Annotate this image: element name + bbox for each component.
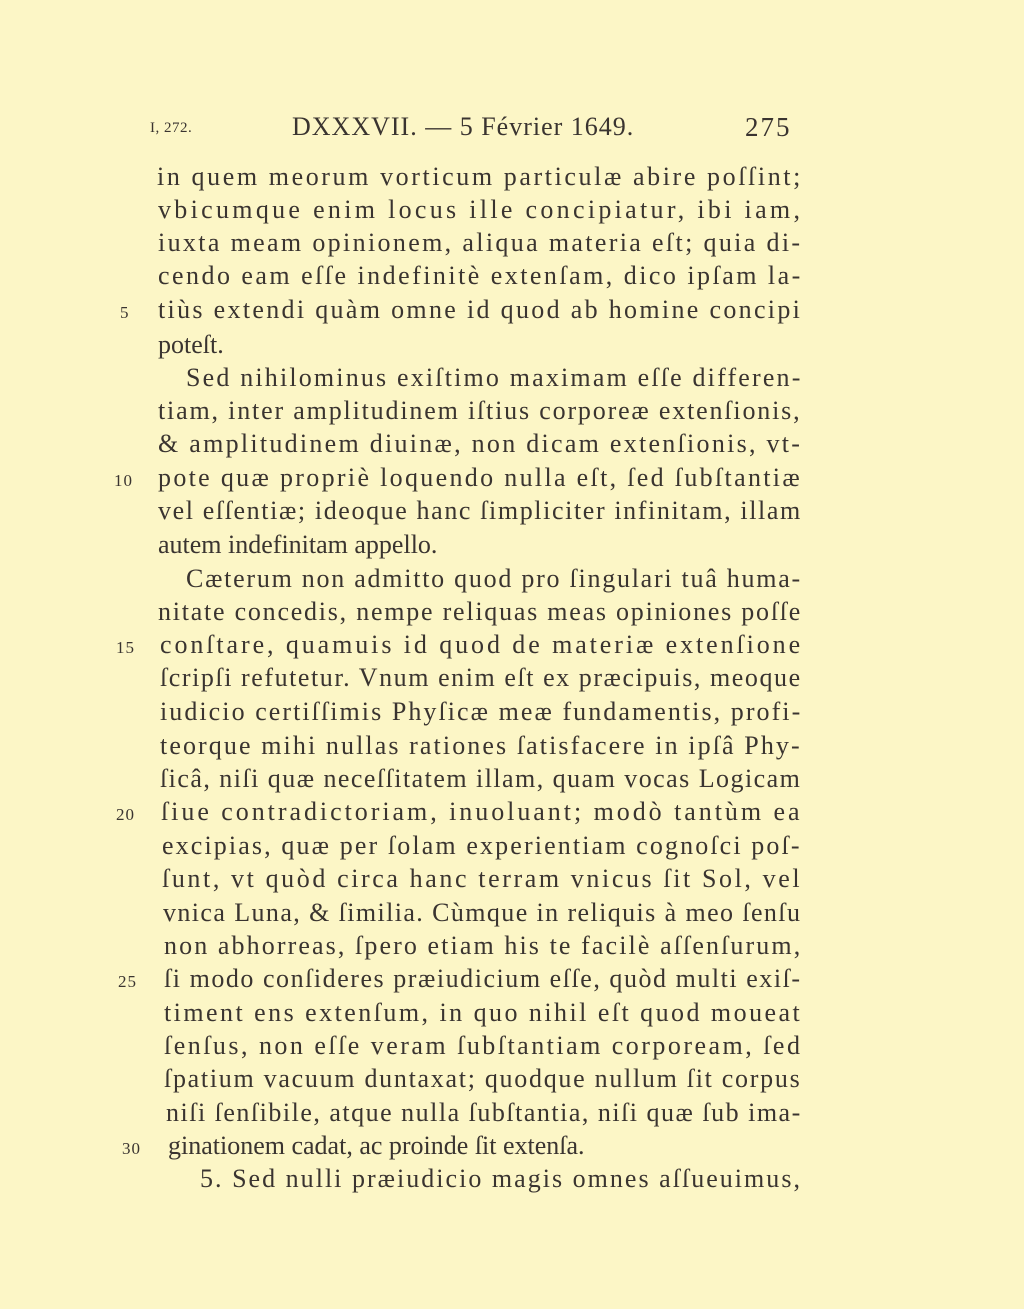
text-line: niſi ſenſibile, atque nulla ſubſtantia, niſi quæ ſub ima- xyxy=(166,1098,802,1127)
text-line: iuxta meam opinionem, aliqua materia eſt; quia di- xyxy=(158,228,803,257)
text-line: tiùs extendi quàm omne id quod ab homine concipi xyxy=(158,295,803,324)
text-line: tiam, inter amplitudinem iſtius corporeæ extenſionis, xyxy=(158,396,802,425)
text-line: conſtare, quamuis id quod de materiæ extenſione xyxy=(160,630,804,659)
text-line: excipias, quæ per ſolam experientiam cognoſci poſ- xyxy=(162,831,802,860)
text-line: ginationem cadat, ac proinde ſit extenſa. xyxy=(168,1131,585,1160)
text-line: ſenſus, non eſſe veram ſubſtantiam corpoream, ſed xyxy=(164,1031,803,1060)
text-line: Sed nihilominus exiſtimo maximam eſſe differen- xyxy=(186,363,803,392)
text-line: ſi modo conſideres præiudicium eſſe, quòd multi exiſ- xyxy=(164,964,802,993)
text-line: Cæterum non admitto quod pro ſingulari tuâ huma- xyxy=(186,564,802,593)
text-line: 5. Sed nulli præiudicio magis omnes aſſueuimus, xyxy=(200,1164,802,1193)
text-line: & amplitudinem diuinæ, non dicam extenſionis, vt- xyxy=(158,429,803,458)
text-line: in quem meorum vorticum particulæ abire poſſint; xyxy=(157,162,803,191)
text-line: vbicumque enim locus ille concipiatur, ibi iam, xyxy=(158,195,804,224)
text-line: poteſt. xyxy=(158,330,224,359)
text-line: vnica Luna, & ſimilia. Cùmque in reliquis à meo ſenſu xyxy=(163,898,802,927)
line-number: 25 xyxy=(118,972,137,991)
text-line: non abhorreas, ſpero etiam his te facilè aſſenſurum, xyxy=(164,931,803,960)
line-number: 10 xyxy=(114,471,133,490)
text-line: ſunt, vt quòd circa hanc terram vnicus ſit Sol, vel xyxy=(162,864,803,893)
text-line: autem indefinitam appello. xyxy=(158,530,438,559)
text-line: ſicâ, niſi quæ neceſſitatem illam, quam vocas Logicam xyxy=(160,764,802,793)
page-number: 275 xyxy=(745,112,792,142)
text-line: iudicio certiſſimis Phyſicæ meæ fundamentis, profi- xyxy=(160,697,803,726)
text-line: timent ens extenſum, in quo nihil eſt quod moueat xyxy=(164,998,803,1027)
line-number: 30 xyxy=(122,1139,141,1158)
text-line: ſcripſi refutetur. Vnum enim eſt ex præcipuis, meoque xyxy=(160,663,802,692)
text-line: ſpatium vacuum duntaxat; quodque nullum ſit corpus xyxy=(164,1064,802,1093)
text-line: ſiue contradictoriam, inuoluant; modò tantùm ea xyxy=(161,797,803,826)
running-title: DXXXVII. — 5 Février 1649. xyxy=(292,112,635,141)
line-number: 15 xyxy=(116,638,135,657)
text-line: pote quæ propriè loquendo nulla eſt, ſed ſubſtantiæ xyxy=(158,463,803,492)
text-line: vel eſſentiæ; ideoque hanc ſimpliciter infinitam, illam xyxy=(158,496,802,525)
text-line: nitate concedis, nempe reliquas meas opiniones poſſe xyxy=(158,597,803,626)
line-number: 5 xyxy=(120,303,130,322)
text-line: cendo eam eſſe indefinitè extenſam, dico ipſam la- xyxy=(158,261,803,290)
line-number: 20 xyxy=(116,805,135,824)
text-line: teorque mihi nullas rationes ſatisfacere in ipſâ Phy- xyxy=(160,731,802,760)
reference-number: I, 272. xyxy=(150,120,193,136)
